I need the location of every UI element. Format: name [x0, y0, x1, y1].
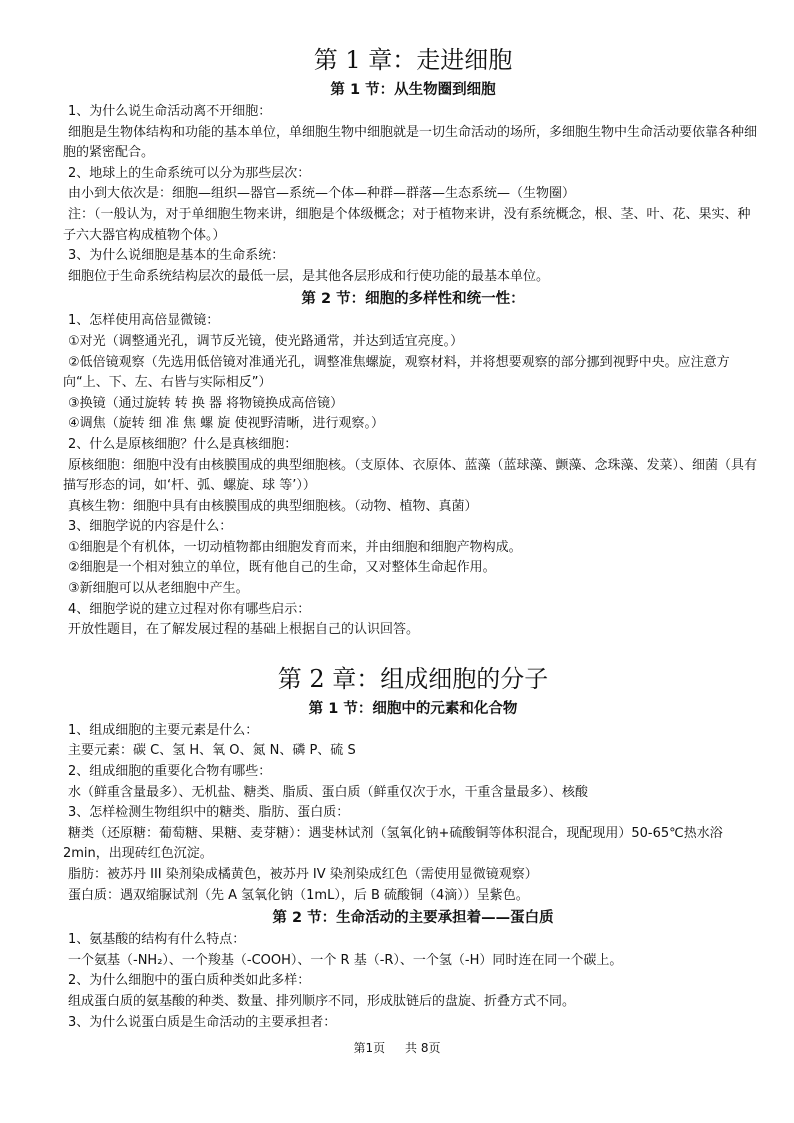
- question: 3、怎样检测生物组织中的糖类、脂肪、蛋白质：: [68, 805, 350, 821]
- chapter-2-title: 第 2 章：组成细胞的分子: [277, 664, 549, 693]
- question: 1、组成细胞的主要元素是什么：: [68, 722, 259, 738]
- list-item: ③换镜（通过旋转 转 换 器 将物镜换成高倍镜）: [68, 395, 344, 411]
- ch1-section-1-title: 第 1 节：从生物圈到细胞: [330, 82, 496, 98]
- page-number: 第1页: [353, 1041, 386, 1055]
- document-page: [63, 42, 763, 1033]
- list-item: ②细胞是一个相对独立的单位，既有他自己的生命，又对整体生命起作用。: [68, 560, 496, 576]
- question: 2、为什么细胞中的蛋白质种类如此多样：: [68, 973, 311, 989]
- chapter-gap: [63, 641, 763, 661]
- answer: 开放性题目，在了解发展过程的基础上根据自己的认识回答。: [68, 622, 420, 638]
- answer: 一个氨基（-NH₂）、一个羧基（-COOH）、一个 R 基（-R）、一个氢（-H）同时连在同一个碳上。: [68, 952, 623, 968]
- answer: 糖类（还原糖：葡萄糖、果糖、麦芽糖）：遇斐林试剂（氢氧化钠+硫酸铜等体积混合，现配现用）50-65℃热水浴 2min，出现砖红色沉淀。: [63, 825, 723, 862]
- answer: 细胞是生物体结构和功能的基本单位，单细胞生物中细胞就是一切生命活动的场所，多细胞生物中生命活动要依靠各种细胞的紧密配合。: [63, 124, 758, 161]
- question: 3、为什么说细胞是基本的生命系统：: [68, 248, 285, 264]
- ch2-section-2-title: 第 2 节：生命活动的主要承担着——蛋白质: [272, 910, 554, 927]
- question: 4、细胞学说的建立过程对你有哪些启示：: [68, 601, 311, 617]
- question: 1、为什么说生命活动离不开细胞：: [68, 104, 272, 119]
- list-item: ①对光（调整通光孔，调节反光镜，使光路通常，并达到适宜亮度。）: [68, 333, 464, 349]
- list-item: ①细胞是个有机体，一切动植物都由细胞发育而来，并由细胞和细胞产物构成。: [68, 539, 522, 555]
- question: 1、怎样使用高倍显微镜：: [68, 313, 220, 329]
- answer: 由小到大依次是：细胞—组织—器官—系统—个体—种群—群落—生态系统—（生物圈）: [68, 186, 576, 202]
- question: 2、地球上的生命系统可以分为那些层次：: [68, 165, 311, 181]
- page-footer: [0, 1040, 794, 1056]
- answer: 原核细胞：细胞中没有由核膜围成的典型细胞核。（支原体、衣原体、蓝藻（蓝球藻、颤藻、念珠藻、发菜）、细菌（具有描写形态的词，如‘杆、弧、螺旋、球 等’））: [63, 457, 758, 494]
- answer: 主要元素：碳 C、氢 H、氧 O、氮 N、磷 P、硫 S: [68, 743, 356, 759]
- ch2-section-1-title: 第 1 节：细胞中的元素和化合物: [308, 700, 518, 717]
- answer: 细胞位于生命系统结构层次的最低一层，是其他各层形成和行使功能的最基本单位。: [68, 268, 550, 284]
- chapter-1-title: 第 1 章：走进细胞: [313, 46, 513, 74]
- answer: 组成蛋白质的氨基酸的种类、数量、排列顺序不同，形成肽链后的盘旋、折叠方式不同。: [68, 993, 576, 1009]
- question: 3、为什么说蛋白质是生命活动的主要承担者：: [68, 1014, 337, 1030]
- page-total: 共 8页: [405, 1041, 441, 1055]
- ch1-section-2-title: 第 2 节：细胞的多样性和统一性：: [301, 291, 525, 308]
- list-item: ②低倍镜观察（先选用低倍镜对准通光孔，调整准焦螺旋，观察材料，并将想要观察的部分挪到视野中央。应注意方向“上、下、左、右皆与实际相反”）: [63, 354, 730, 391]
- list-item: ④调焦（旋转 细 准 焦 螺 旋 使视野清晰，进行观察。）: [68, 416, 384, 432]
- answer: 脂肪：被苏丹 III 染剂染成橘黄色，被苏丹 IV 染剂染成红色（需使用显微镜观察）: [68, 867, 538, 882]
- question: 1、氨基酸的结构有什么特点：: [68, 932, 246, 948]
- note: 注：（一般认为，对于单细胞生物来讲，细胞是个体级概念；对于植物来讲，没有系统概念，根、茎、叶、花、果实、种子六大器官构成植物个体。）: [63, 206, 751, 243]
- answer: 蛋白质：遇双缩脲试剂（先 A 氢氧化钠（1mL），后 B 硫酸铜（4滴））呈紫色。: [68, 887, 529, 903]
- question: 2、组成细胞的重要化合物有哪些：: [68, 764, 272, 780]
- question: 2、什么是原核细胞？什么是真核细胞：: [68, 436, 298, 452]
- answer: 真核生物：细胞中具有由核膜围成的典型细胞核。（动物、植物、真菌）: [68, 498, 478, 514]
- answer: 水（鲜重含量最多）、无机盐、糖类、脂质、蛋白质（鲜重仅次于水，干重含量最多）、核酸: [68, 784, 589, 800]
- list-item: ③新细胞可以从老细胞中产生。: [68, 581, 249, 597]
- question: 3、细胞学说的内容是什么：: [68, 519, 233, 535]
